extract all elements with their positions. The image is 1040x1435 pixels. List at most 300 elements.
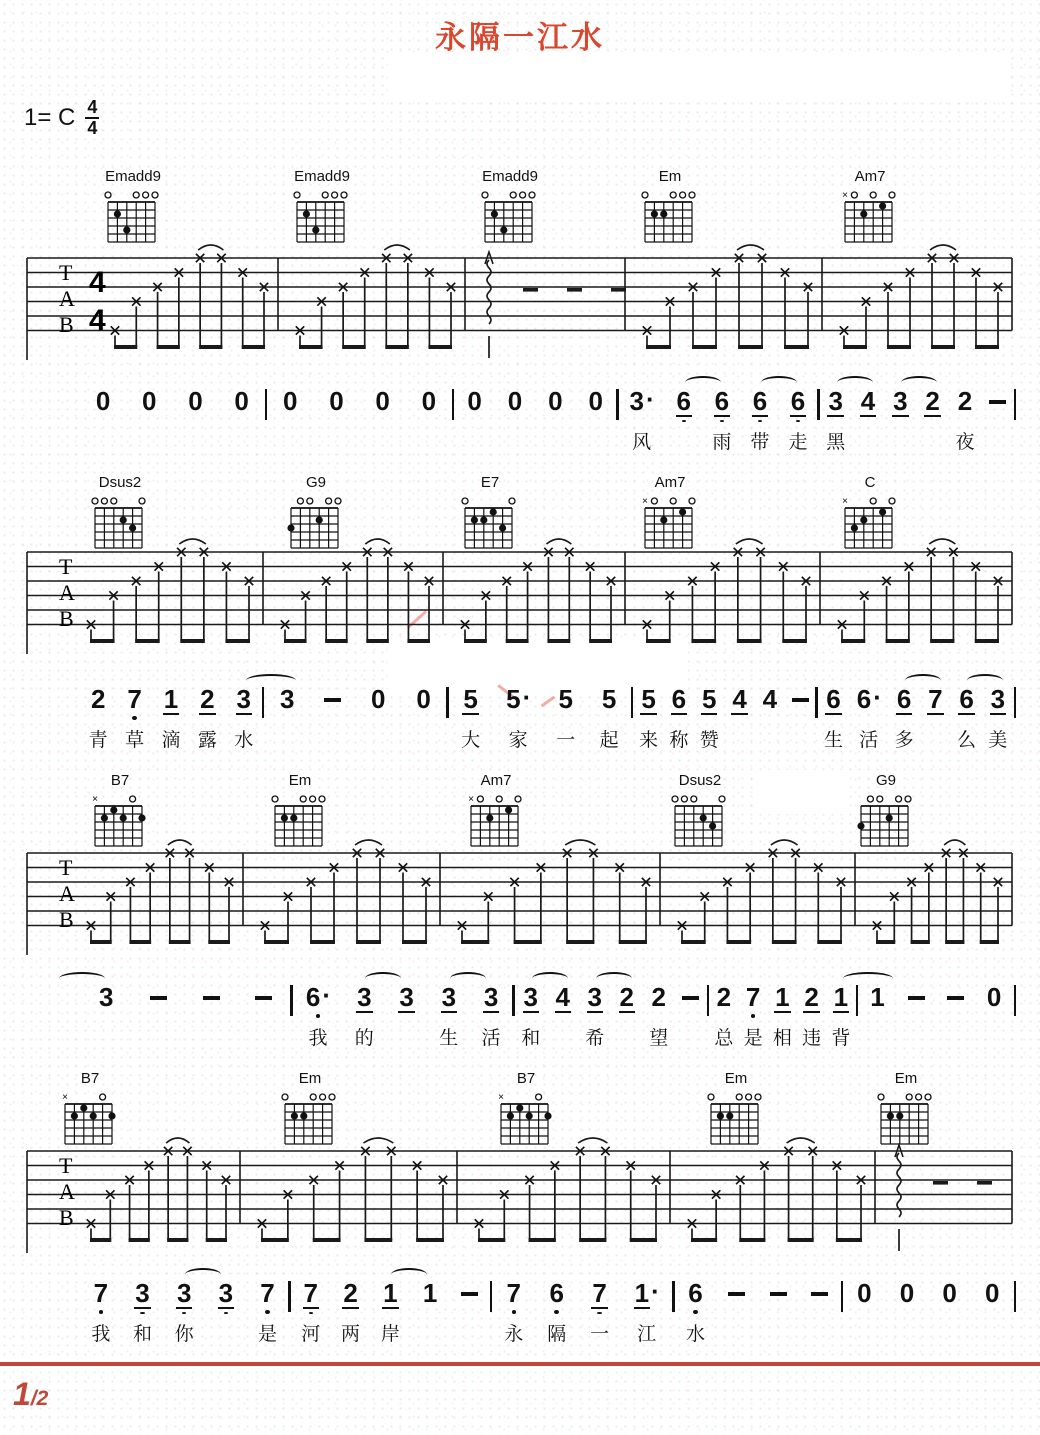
- white-patch-top: [388, 52, 1006, 100]
- finger-dot: [660, 516, 667, 523]
- jianpu-note: 1 岸: [381, 1280, 399, 1314]
- chord-name: Em: [724, 1070, 748, 1087]
- jianpu-note: 0: [329, 386, 344, 416]
- jianpu-note: 3 和: [522, 984, 540, 1018]
- muted-string-marker: ×: [642, 496, 648, 507]
- jianpu-note: 1 相: [772, 982, 792, 1049]
- open-string-marker: [755, 1094, 761, 1100]
- jianpu-measure: [675, 1278, 841, 1345]
- jianpu-note: 0: [370, 684, 386, 714]
- open-string-marker: [651, 498, 657, 504]
- lyric-syllable: 河: [301, 1324, 321, 1345]
- lyric-syllable: 和: [132, 1324, 153, 1345]
- finger-dot: [123, 226, 130, 233]
- low-octave-dot: [693, 1310, 698, 1314]
- tab-staff-svg: [25, 244, 1015, 364]
- finger-dot: [120, 814, 127, 821]
- chord-diagram: [280, 1070, 340, 1146]
- chord-grid-svg: [840, 186, 898, 244]
- jianpu-note: 5 来: [639, 684, 659, 751]
- lyric-syllable: 违: [802, 1028, 822, 1049]
- jianpu-measure: [267, 388, 452, 422]
- jianpu-note: 0: [188, 386, 203, 416]
- finger-dot: [700, 814, 707, 821]
- tab-staff: [25, 1137, 1015, 1257]
- lyric-syllable: 生: [823, 730, 843, 751]
- lyric-syllable: 岸: [380, 1324, 400, 1345]
- chord-diagram: [480, 168, 540, 244]
- jianpu-note: 0: [588, 386, 603, 416]
- lyric-syllable: 我: [91, 1324, 111, 1345]
- jianpu-note: 7 草: [125, 684, 145, 751]
- jianpu-note: 4: [555, 982, 570, 1012]
- finger-dot: [71, 1112, 78, 1119]
- low-octave-dot: [682, 420, 687, 422]
- finger-dot: [138, 814, 145, 821]
- jianpu-note: 1 背: [832, 984, 850, 1018]
- jianpu-dash: [791, 686, 809, 720]
- jianpu-measure: [454, 388, 616, 422]
- open-string-marker: [689, 498, 695, 504]
- key-label: 1= C: [24, 103, 76, 131]
- open-string-marker: [100, 1094, 106, 1100]
- finger-dot: [300, 1112, 307, 1119]
- open-string-marker: [520, 192, 526, 198]
- tab-staff-svg: [25, 1137, 1015, 1257]
- jianpu-note: 3: [279, 684, 295, 714]
- jianpu-note: 6 · 我: [305, 980, 332, 1049]
- tie-arc: [944, 840, 965, 845]
- jianpu-note: 0: [375, 386, 390, 416]
- rest-dash: [523, 288, 538, 292]
- jianpu-measure: [633, 684, 815, 751]
- jianpu-note: 2 违: [802, 982, 822, 1049]
- tie-arc: [736, 539, 763, 544]
- open-string-marker: [719, 796, 725, 802]
- open-string-marker: [681, 796, 687, 802]
- low-octave-dot: [99, 1310, 104, 1314]
- lyric-syllable: 风: [632, 432, 652, 453]
- tab-staff-svg: [25, 538, 1015, 658]
- jianpu-measure: [80, 1278, 288, 1345]
- jianpu-note: 0: [95, 386, 111, 416]
- jianpu-barline: [1014, 687, 1017, 718]
- chord-diagram: [270, 772, 330, 848]
- tie-arc: [179, 539, 206, 544]
- open-string-marker: [307, 498, 313, 504]
- finger-dot: [491, 210, 498, 217]
- finger-dot: [679, 508, 686, 515]
- finger-dot: [80, 1104, 87, 1111]
- song-title: 永隔一江水: [435, 20, 605, 55]
- lyric-syllable: 露: [197, 730, 217, 751]
- tab-staff: [25, 839, 1015, 959]
- jianpu-note: 4: [762, 684, 778, 714]
- open-string-marker: [746, 1094, 752, 1100]
- tie-arc: [59, 972, 105, 985]
- low-octave-dot: [751, 1014, 756, 1018]
- open-string-marker: [889, 498, 895, 504]
- open-string-marker: [130, 796, 136, 802]
- jianpu-note: 2 露: [197, 684, 217, 751]
- open-string-marker: [870, 192, 876, 198]
- jianpu-dash: [202, 984, 220, 1018]
- lyric-syllable: 望: [649, 1028, 669, 1049]
- jianpu-note: 3 你: [175, 1280, 193, 1314]
- lyric-syllable: 生: [439, 1028, 459, 1049]
- jianpu-measure: [858, 984, 1013, 1018]
- jianpu-measure: [291, 1278, 490, 1345]
- lyric-syllable: 草: [125, 730, 145, 751]
- jianpu-note: 1: [870, 982, 885, 1012]
- jianpu-measure: [818, 682, 1014, 751]
- open-string-marker: [152, 192, 158, 198]
- lyric-syllable: 夜: [955, 432, 975, 453]
- rest-dash: [933, 1181, 948, 1185]
- finger-dot: [896, 1112, 903, 1119]
- finger-dot: [887, 1112, 894, 1119]
- open-string-marker: [105, 192, 111, 198]
- jianpu-note: 5 赞: [699, 684, 719, 751]
- chord-name: B7: [80, 1070, 100, 1087]
- tab-time-top: 4: [89, 266, 106, 299]
- low-octave-dot: [224, 1312, 229, 1314]
- tie-arc: [578, 1138, 607, 1143]
- arpeggio-squiggle: [487, 260, 491, 324]
- chord-grid-svg: [480, 186, 538, 244]
- finger-dot: [651, 210, 658, 217]
- jianpu-measure: [619, 384, 818, 453]
- jianpu-note: 3 黑: [827, 388, 845, 422]
- jianpu-note: 3 希: [586, 984, 604, 1018]
- jianpu-note: 4: [860, 386, 876, 416]
- jianpu-note: 0: [899, 1278, 915, 1308]
- jianpu-note: 6 走: [788, 386, 808, 453]
- jianpu-note: 0: [984, 1278, 1000, 1308]
- low-octave-dot: [720, 420, 725, 422]
- finger-dot: [471, 516, 478, 523]
- finger-dot: [90, 1112, 97, 1119]
- jianpu-note: 6 生: [823, 684, 843, 751]
- augmentation-dot: ·: [522, 682, 532, 712]
- jianpu-measure: [293, 980, 512, 1049]
- finger-dot: [526, 1112, 533, 1119]
- augmentation-dot: ·: [873, 682, 882, 712]
- open-string-marker: [905, 796, 911, 802]
- open-string-marker: [326, 498, 332, 504]
- jianpu-barline: [1014, 389, 1017, 420]
- jianpu-note: 6 多: [895, 686, 913, 720]
- open-string-marker: [889, 192, 895, 198]
- chord-diagram: [496, 1070, 556, 1146]
- muted-string-marker: ×: [498, 1092, 504, 1103]
- low-octave-dot: [512, 1310, 517, 1314]
- lyric-syllable: 你: [174, 1324, 194, 1345]
- jianpu-note: 7: [928, 684, 943, 714]
- chord-name: Emadd9: [105, 168, 161, 185]
- augmentation-dot: ·: [646, 384, 655, 414]
- jianpu-barline: [1014, 1281, 1017, 1312]
- open-string-marker: [272, 796, 278, 802]
- chord-name: Am7: [854, 168, 886, 185]
- jianpu-note: 3: [97, 984, 115, 1018]
- low-octave-dot: [316, 1014, 321, 1018]
- jianpu-line: [80, 682, 1016, 758]
- chord-grid-svg: [103, 186, 161, 244]
- tie-arc: [787, 1138, 815, 1143]
- jianpu-note: 6 水: [685, 1278, 705, 1345]
- finger-dot: [500, 226, 507, 233]
- jianpu-dash: [461, 1280, 479, 1314]
- lyric-syllable: 一: [590, 1324, 610, 1345]
- finger-dot: [287, 524, 294, 531]
- low-octave-dot: [182, 1312, 187, 1314]
- jianpu-note: 3: [399, 982, 414, 1012]
- time-bottom: 4: [87, 117, 98, 138]
- jianpu-note: 5 大: [461, 684, 481, 751]
- jianpu-note: 6: [675, 388, 693, 422]
- tie-arc: [355, 840, 382, 845]
- jianpu-note: 3 的: [355, 984, 373, 1018]
- jianpu-note: 2 青: [88, 684, 108, 751]
- jianpu-note: 7 永: [504, 1278, 524, 1345]
- lyric-syllable: 一: [556, 730, 576, 751]
- lyric-syllable: 永: [504, 1324, 524, 1345]
- finger-dot: [886, 814, 893, 821]
- rest-dash: [977, 1181, 992, 1185]
- jianpu-note: 2: [619, 982, 634, 1012]
- finger-dot: [290, 814, 297, 821]
- lyric-syllable: 江: [637, 1324, 657, 1345]
- jianpu-note: 6 称: [669, 684, 689, 751]
- jianpu-note: 7 一: [590, 1278, 610, 1345]
- open-string-marker: [294, 192, 300, 198]
- jianpu-note: 2: [925, 386, 940, 416]
- jianpu-note: 2 两: [341, 1278, 361, 1345]
- finger-dot: [110, 806, 117, 813]
- jianpu-note: 6 带: [751, 388, 769, 422]
- open-string-marker: [877, 796, 883, 802]
- chord-diagram: [466, 772, 526, 848]
- jianpu-measure: [80, 684, 262, 751]
- low-octave-dot: [554, 1310, 559, 1314]
- lyric-syllable: 总: [714, 1028, 734, 1049]
- muted-string-marker: ×: [92, 794, 98, 805]
- finger-dot: [114, 210, 121, 217]
- finger-dot: [879, 508, 886, 515]
- open-string-marker: [282, 1094, 288, 1100]
- chord-diagram: [103, 168, 163, 244]
- jianpu-dash: [811, 1280, 829, 1314]
- jianpu-note: 2 望: [649, 982, 669, 1049]
- chord-diagram: [840, 168, 900, 244]
- jianpu-note: 3 和: [132, 1278, 153, 1345]
- finger-dot: [660, 210, 667, 217]
- jianpu-measure: [492, 1276, 672, 1345]
- tab-letter-T: T: [59, 855, 73, 880]
- open-string-marker: [139, 498, 145, 504]
- low-octave-dot: [309, 1312, 314, 1314]
- chord-name: Dsus2: [678, 772, 722, 789]
- chord-diagram: [640, 168, 700, 244]
- open-string-marker: [691, 796, 697, 802]
- lyric-syllable: 么: [957, 730, 977, 751]
- open-string-marker: [509, 498, 515, 504]
- finger-dot: [312, 226, 319, 233]
- chord-name: B7: [110, 772, 130, 789]
- tie-arc: [546, 539, 571, 544]
- jianpu-note: 1: [422, 1278, 438, 1308]
- lyric-syllable: 青: [88, 730, 108, 751]
- tab-staff: [25, 538, 1015, 658]
- chord-name: Am7: [480, 772, 512, 789]
- finger-dot: [303, 210, 310, 217]
- open-string-marker: [515, 796, 521, 802]
- tie-arc: [565, 840, 595, 845]
- tab-staff: [25, 244, 1015, 364]
- tab-letter-A: A: [59, 580, 75, 605]
- open-string-marker: [708, 1094, 714, 1100]
- jianpu-barline: [1014, 985, 1017, 1016]
- tab-letter-A: A: [59, 286, 75, 311]
- rest-dash: [567, 288, 582, 292]
- jianpu-note: 3 美: [988, 684, 1008, 751]
- chord-name: Emadd9: [294, 168, 350, 185]
- low-octave-dot: [758, 420, 763, 422]
- tab-letter-B: B: [59, 606, 74, 631]
- tie-arc: [771, 840, 798, 845]
- rest-dash: [611, 288, 626, 292]
- finger-dot: [879, 202, 886, 209]
- jianpu-note: 2 夜: [955, 386, 975, 453]
- lyric-syllable: 家: [508, 730, 528, 751]
- jianpu-measure: [80, 388, 265, 422]
- jianpu-note: 5 · 家: [506, 682, 532, 751]
- open-string-marker: [670, 192, 676, 198]
- open-string-marker: [143, 192, 149, 198]
- lyric-syllable: 是: [258, 1324, 278, 1345]
- open-string-marker: [851, 192, 857, 198]
- tie-arc: [363, 1138, 393, 1143]
- jianpu-note: 0: [142, 386, 157, 416]
- chord-name: G9: [305, 474, 326, 491]
- chord-diagram: [876, 1070, 936, 1146]
- jianpu-dash: [324, 686, 342, 720]
- chord-diagram: [292, 168, 352, 244]
- muted-string-marker: ×: [468, 794, 474, 805]
- jianpu-note: 0: [857, 1278, 872, 1308]
- tie-arc: [166, 1138, 189, 1143]
- lyric-syllable: 我: [308, 1028, 328, 1049]
- open-string-marker: [133, 192, 139, 198]
- lyric-syllable: 水: [685, 1324, 705, 1345]
- jianpu-note: 1 滴: [161, 684, 181, 751]
- lyric-syllable: 来: [639, 730, 659, 751]
- finger-dot: [726, 1112, 733, 1119]
- open-string-marker: [642, 192, 648, 198]
- jianpu-dash: [988, 388, 1006, 422]
- open-string-marker: [906, 1094, 912, 1100]
- tab-letter-B: B: [59, 1205, 74, 1230]
- jianpu-measure: [515, 982, 707, 1049]
- finger-dot: [129, 524, 136, 531]
- jianpu-note: 6 么: [958, 686, 976, 720]
- open-string-marker: [111, 498, 117, 504]
- lyric-syllable: 多: [894, 730, 914, 751]
- key-signature: [24, 98, 99, 138]
- jianpu-measure: [449, 682, 631, 751]
- jianpu-note: 0: [234, 386, 249, 416]
- open-string-marker: [297, 498, 303, 504]
- open-string-marker: [672, 796, 678, 802]
- tie-arc: [384, 245, 410, 250]
- chord-name: Am7: [654, 474, 686, 491]
- low-octave-dot: [265, 1310, 270, 1314]
- jianpu-note: 3: [891, 388, 909, 422]
- open-string-marker: [896, 796, 902, 802]
- chord-diagram: [670, 772, 730, 848]
- lyric-syllable: 的: [354, 1028, 374, 1049]
- slur-arc: [450, 972, 486, 985]
- tab-letter-B: B: [59, 312, 74, 337]
- open-string-marker: [322, 192, 328, 198]
- chord-name: Em: [658, 168, 682, 185]
- jianpu-line: [80, 980, 1016, 1056]
- chord-name: E7: [480, 474, 500, 491]
- open-string-marker: [736, 1094, 742, 1100]
- chord-name: Em: [288, 772, 312, 789]
- tab-time-bottom: 4: [89, 304, 106, 337]
- lyric-syllable: 黑: [826, 432, 846, 453]
- lyric-syllable: 背: [831, 1028, 851, 1049]
- jianpu-dash: [769, 1280, 787, 1314]
- finger-dot: [499, 524, 506, 531]
- low-octave-dot: [796, 420, 801, 422]
- lyric-syllable: 滴: [161, 730, 181, 751]
- jianpu-line: [80, 1276, 1016, 1352]
- chord-grid-svg: [292, 186, 350, 244]
- jianpu-note: 4: [732, 684, 747, 714]
- finger-dot: [101, 814, 108, 821]
- jianpu-note: 3 生: [440, 984, 458, 1018]
- chord-diagram: [706, 1070, 766, 1146]
- open-string-marker: [878, 1094, 884, 1100]
- tie-arc: [168, 840, 192, 845]
- finger-dot: [490, 508, 497, 515]
- open-string-marker: [680, 192, 686, 198]
- open-string-marker: [482, 192, 488, 198]
- jianpu-note: 0: [467, 386, 482, 416]
- jianpu-note: 0: [416, 684, 431, 714]
- chord-name: C: [864, 474, 876, 491]
- lyric-syllable: 大: [461, 730, 481, 751]
- chord-diagram: [90, 772, 150, 848]
- jianpu-note: 3 活: [481, 982, 501, 1049]
- augmentation-dot: ·: [651, 1276, 660, 1306]
- lyric-syllable: 雨: [712, 432, 732, 453]
- chord-name: Em: [298, 1070, 322, 1087]
- open-string-marker: [92, 498, 98, 504]
- open-string-marker: [510, 192, 516, 198]
- jianpu-note: 2 总: [714, 982, 734, 1049]
- tab-letter-A: A: [59, 881, 75, 906]
- muted-string-marker: ×: [842, 190, 848, 201]
- jianpu-note: 6 隔: [547, 1278, 567, 1345]
- chord-grid-svg: [640, 186, 698, 244]
- arpeggio-squiggle: [897, 1153, 901, 1217]
- jianpu-dash: [907, 984, 925, 1018]
- tab-letter-T: T: [59, 260, 73, 285]
